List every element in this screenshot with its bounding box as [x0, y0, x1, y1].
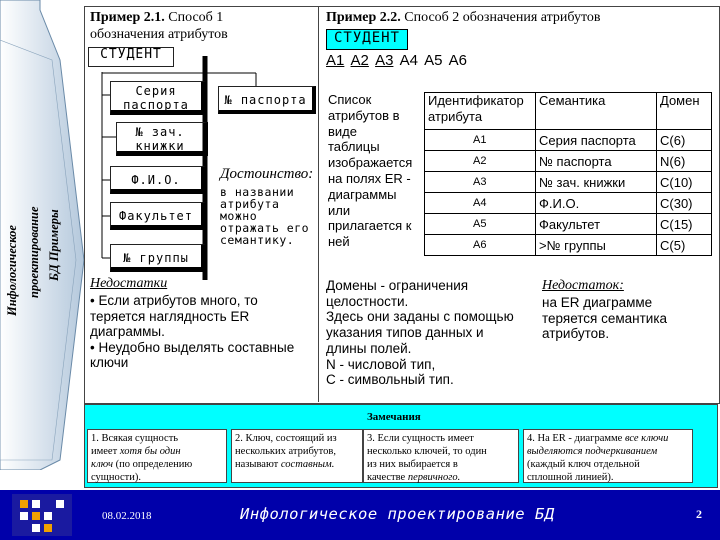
- side-label-line3: БД Примеры: [47, 209, 61, 281]
- header-semantics: Семантика: [536, 93, 657, 130]
- attribute-table: [424, 92, 712, 256]
- note-4: 4. На ER - диаграмме все ключи выделяются подчеркиванием (каждый ключ отдельной сплошной линией).: [523, 429, 693, 483]
- example2-entity-box: СТУДЕНТ: [326, 29, 408, 50]
- logo-icon: [12, 494, 72, 536]
- attr-code-a6: А6: [448, 52, 468, 69]
- attr-code-a5: А5: [424, 52, 443, 69]
- header-identifier: Идентификатор атрибута: [425, 93, 536, 130]
- example2-flaw-text: на ER диаграмме теряется семантика атрибутов.: [542, 295, 668, 342]
- example1-title-line2: обозначения атрибутов: [90, 27, 228, 42]
- attr-box-record-book: № зач. книжки: [116, 122, 208, 156]
- side-label-line2: проектирование: [27, 206, 41, 298]
- example1-entity-box: СТУДЕНТ: [88, 47, 174, 67]
- attr-box-passport: № паспорта: [218, 86, 316, 114]
- note-3: 3. Если сущность имеет несколько ключей, то один из них выбирается в качестве первичного.: [363, 429, 519, 483]
- example1-flaw-text: • Если атрибутов много, то теряется наглядность ER диаграммы. • Неудобно выделять составные ключи: [90, 293, 295, 370]
- attr-code-a1: А1: [326, 52, 345, 69]
- attr-box-group: № группы: [110, 244, 206, 272]
- notes-title: Замечания: [367, 411, 421, 423]
- table-row: А4 Ф.И.О. C(30): [425, 193, 712, 214]
- attr-box-serial: Серия паспорта: [110, 81, 206, 115]
- table-row: А6 >№ группы C(5): [425, 235, 712, 256]
- page-number: 2: [696, 507, 702, 521]
- example1-flaw-title: Недостатки: [90, 276, 168, 291]
- table-row: А2 № паспорта N(6): [425, 151, 712, 172]
- domains-text: Домены - ограничения целостности. Здесь они заданы с помощью указания типов данных и длины полей. N - числовой тип, C - символьный тип.: [326, 278, 514, 388]
- example1-title: Пример 2.1. Способ 1: [90, 10, 224, 25]
- table-header-row: [425, 93, 712, 130]
- footer-date: 08.02.2018: [102, 510, 152, 522]
- merit-title: Достоинство:: [220, 166, 314, 182]
- attr-list-text: Список атрибутов в виде таблицы изображается на полях ER - диаграммы или прилагается к ней: [328, 92, 413, 250]
- attr-box-faculty: Факультет: [110, 202, 206, 230]
- merit-text: в названии атрибута можно отражать его семантику.: [220, 185, 310, 247]
- header-domain: Домен: [657, 93, 712, 130]
- table-row: А3 № зач. книжки C(10): [425, 172, 712, 193]
- example2-title: Пример 2.2. Способ 2 обозначения атрибутов: [326, 10, 601, 25]
- footer-title: Инфологическое проектирование БД: [240, 505, 555, 523]
- notes-panel: [84, 404, 718, 488]
- attr-codes-row: [326, 52, 467, 69]
- footer-bar: [0, 490, 720, 540]
- attr-code-a2: А2: [350, 52, 369, 69]
- note-1: 1. Всякая сущность имеет хотя бы один ключ (по определению сущности).: [87, 429, 227, 483]
- note-2: 2. Ключ, состоящий из нескольких атрибутов, называют составным.: [231, 429, 363, 483]
- attr-code-a4: А4: [399, 52, 418, 69]
- attr-code-a3: А3: [375, 52, 394, 69]
- table-row: А5 Факультет C(15): [425, 214, 712, 235]
- example2-flaw-title: Недостаток:: [542, 278, 624, 293]
- attr-box-fio: Ф.И.О.: [110, 166, 206, 194]
- table-row: А1 Серия паспорта C(6): [425, 130, 712, 151]
- side-label-line1: Инфологическое: [5, 225, 19, 316]
